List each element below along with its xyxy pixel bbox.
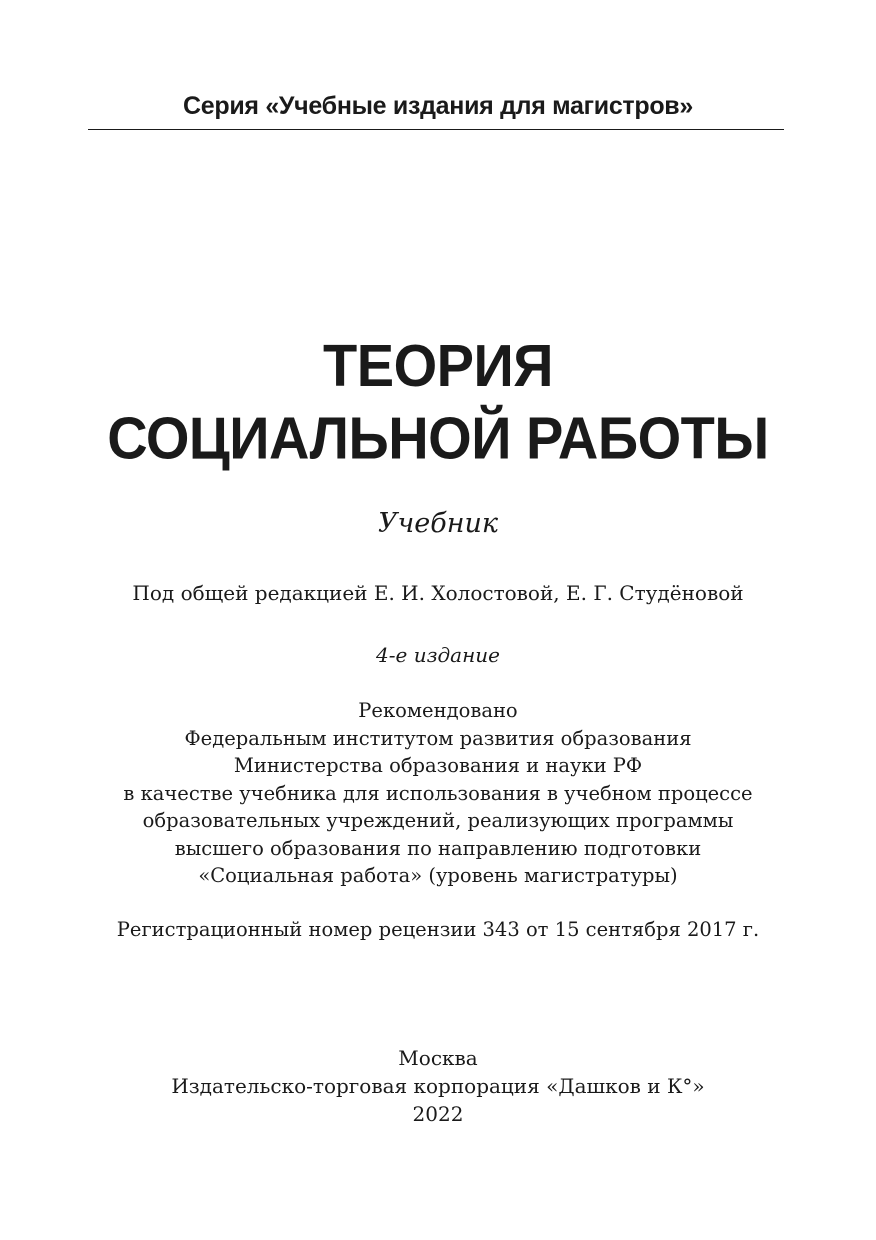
recommendation-line: образовательных учреждений, реализующих программы (142, 809, 734, 832)
book-genre: Учебник (377, 508, 499, 539)
edition-label: 4-е издание (376, 643, 500, 667)
imprint-year: 2022 (412, 1102, 464, 1126)
book-title-line-1: ТЕОРИЯ (323, 332, 553, 399)
recommendation-line: «Социальная работа» (уровень магистратуры) (198, 864, 678, 887)
registration-number: Регистрационный номер рецензии 343 от 15 сентября 2017 г. (116, 918, 760, 941)
series-heading: Серия «Учебные издания для магистров» (183, 92, 693, 120)
book-title-line-2: СОЦИАЛЬНОЙ РАБОТЫ (107, 404, 769, 471)
recommendation-line: Федеральным институтом развития образования (184, 726, 692, 750)
imprint-publisher: Издательско-торговая корпорация «Дашков и К°» (171, 1074, 705, 1098)
imprint-city: Москва (398, 1046, 478, 1070)
header-divider (88, 129, 784, 130)
editors-line: Под общей редакцией Е. И. Холостовой, Е. Г. Студёновой (132, 581, 744, 605)
recommendation-line: высшего образования по направлению подготовки (174, 836, 702, 860)
recommendation-block (0, 697, 876, 890)
recommendation-line: Министерства образования и науки РФ (233, 754, 643, 777)
book-title (0, 330, 876, 474)
recommendation-line: в качестве учебника для использования в учебном процессе (123, 781, 753, 805)
recommendation-line: Рекомендовано (358, 699, 518, 722)
imprint-block (0, 1044, 876, 1128)
